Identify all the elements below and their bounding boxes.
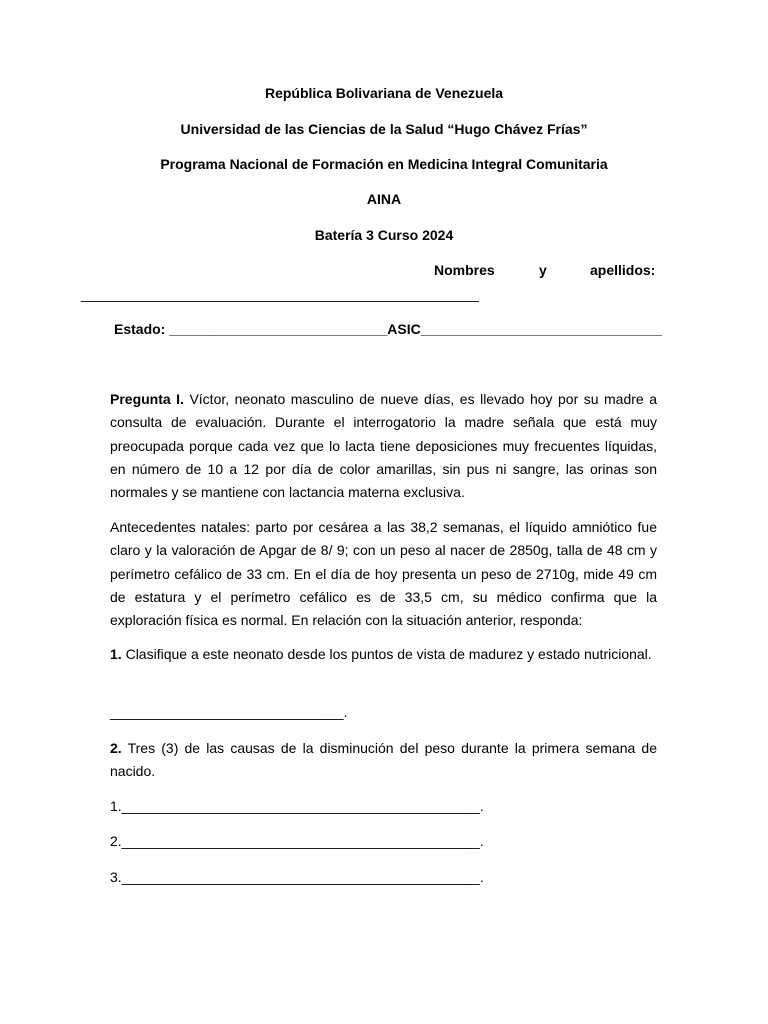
question-1-text: Clasifique a este neonato desde los puntos de vista de madurez y estado nutricional. [121,646,652,662]
estado-asic-line: Estado: ____________________________ASIC_______________________________ [114,321,663,337]
apellidos-label: apellidos: [590,262,656,278]
pregunta-paragraph [110,388,657,504]
nombres-label: Nombres [434,262,495,278]
pregunta-text: Víctor, neonato masculino de nueve días, es llevado hoy por su madre a consulta de evaluación. Durante el interrogatorio la madre señala que está muy preocupada porque cada vez que lo lacta tiene deposiciones muy frecuentes líquidas, en número de 10 a 12 por día de color amarillas, sin pus ni sangre, las orinas son normales y se mantiene con lactancia materna exclusiva. [110,391,657,501]
pregunta-label: Pregunta I. [110,391,184,407]
antecedentes-paragraph: Antecedentes natales: parto por cesárea a las 38,2 semanas, el líquido amniótico fue claro y la valoración de Apgar de 8/ 9; con un peso al nacer de 2850g, talla de 48 cm y perímetro cefálico de 33 cm. En el día de hoy presenta un peso de 2710g, mide 49 cm de estatura y el perímetro cefálico es de 33,5 cm, su médico confirma que la exploración física es normal. En relación con la situación anterior, responda: [110,519,657,629]
question-2 [110,737,657,784]
question-2-text: Tres (3) de las causas de la disminución del peso durante la primera semana de nacido. [110,740,657,780]
question-2-answer-line-3: 3.______________________________________________. [110,869,484,885]
header-university: Universidad de las Ciencias de la Salud “Hugo Chávez Frías” [180,121,588,137]
question-2-answer-line-1: 1.______________________________________________. [110,798,484,814]
question-2-number: 2. [110,740,122,756]
header-battery: Batería 3 Curso 2024 [314,227,454,243]
header-republic: República Bolivariana de Venezuela [264,85,504,101]
header-aina: AINA [366,191,402,207]
question-1 [110,643,657,666]
question-2-answer-line-2: 2.______________________________________________. [110,833,484,849]
nombres-label-y: y [539,262,547,278]
question-1-number: 1. [110,646,122,662]
question-1-answer-line: ______________________________. [110,704,348,720]
header-program: Programa Nacional de Formación en Medicina Integral Comunitaria [160,156,608,172]
nombres-answer-line: _____________________________________________________ [81,287,479,302]
